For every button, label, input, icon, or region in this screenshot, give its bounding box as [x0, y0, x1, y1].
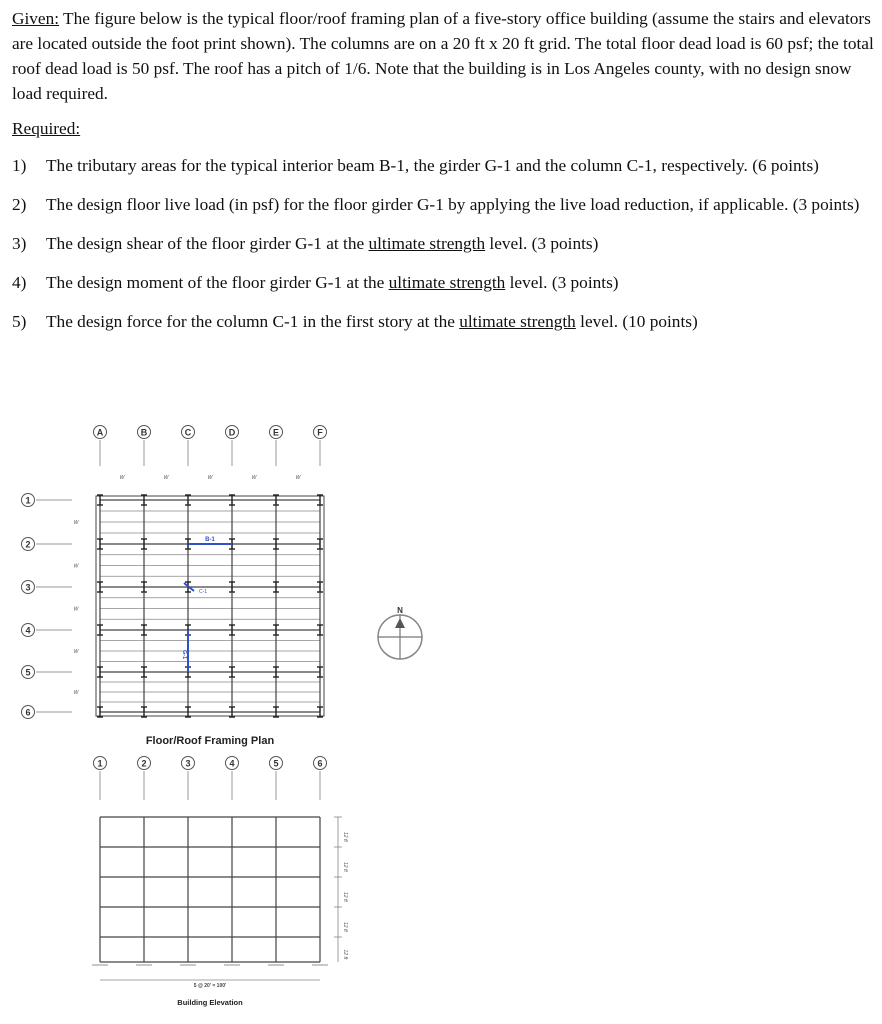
story-height-label: 12 ft	[342, 832, 348, 842]
wf-tag: W	[251, 475, 257, 481]
story-height-label: 12 ft	[342, 892, 348, 902]
question-number: 3)	[12, 234, 27, 253]
col-grid-label: C	[184, 427, 192, 438]
north-arrow-head	[395, 618, 405, 628]
question-number: 1)	[12, 156, 27, 175]
story-height-label: 12 ft	[342, 949, 348, 960]
question-number: 2)	[12, 195, 27, 214]
given-label: Given:	[12, 9, 60, 28]
framing-figure	[0, 414, 882, 1024]
elev-grid-label: 6	[317, 758, 323, 769]
elev-grid-label: 2	[141, 758, 147, 769]
question-text-end: level. (10 points)	[575, 312, 698, 331]
story-height-label: 12 ft	[342, 922, 348, 932]
question-underlined: ultimate strength	[459, 312, 576, 331]
row-grid-label: 3	[25, 582, 31, 593]
elev-base-dim-label: 5 @ 20' = 100'	[193, 983, 227, 989]
question-text: The design force for the column C-1 in the first story at the	[46, 312, 460, 331]
row-grid-label: 4	[25, 625, 31, 636]
question-number: 4)	[12, 273, 27, 292]
col-grid-label: F	[317, 427, 323, 438]
framing-drawing	[0, 414, 882, 1024]
col-grid-label: D	[228, 427, 236, 438]
wf-tag: W	[163, 475, 169, 481]
wf-tag: W	[73, 563, 79, 570]
row-grid-label: 1	[25, 495, 31, 506]
elevation-title: Building Elevation	[177, 998, 243, 1007]
col-grid-label: A	[96, 427, 104, 438]
given-section	[12, 6, 876, 106]
question-item	[12, 153, 876, 178]
question-list	[12, 153, 876, 334]
elev-grid-label: 4	[229, 758, 235, 769]
question-item	[12, 231, 876, 256]
question-item	[12, 309, 876, 334]
question-number: 5)	[12, 312, 27, 331]
wf-tag: W	[73, 649, 79, 655]
question-text: The design moment of the floor girder G-1 at the	[46, 273, 389, 292]
wf-tag: W	[73, 606, 79, 613]
elev-grid-label: 5	[273, 758, 279, 769]
question-underlined: ultimate strength	[368, 234, 486, 253]
question-underlined: ultimate strength	[388, 273, 506, 292]
north-label: N	[397, 606, 403, 615]
wf-tag: W	[295, 475, 301, 481]
elev-grid-label: 3	[185, 758, 191, 769]
required-section	[12, 116, 876, 141]
row-grid-label: 2	[25, 539, 31, 550]
plan-outline	[96, 496, 324, 716]
wf-tag: W	[73, 520, 79, 526]
col-grid-label: B	[140, 427, 148, 438]
wf-tag: W	[207, 475, 213, 481]
question-text-end: level. (3 points)	[485, 234, 599, 253]
story-height-label: 12 ft	[342, 862, 348, 872]
col-grid-label: E	[272, 427, 280, 438]
question-text: The design floor live load (in psf) for the floor girder G-1 by applying the live load reduction, if applicable. (3 points)	[46, 195, 860, 214]
question-text: The tributary areas for the typical interior beam B-1, the girder G-1 and the column C-1, respectively. (6 points)	[46, 156, 819, 175]
question-text: The design shear of the floor girder G-1 at the	[46, 234, 369, 253]
required-label: Required:	[12, 119, 81, 138]
wf-tag: W	[119, 475, 125, 481]
question-item	[12, 270, 876, 295]
question-text-end: level. (3 points)	[505, 273, 619, 292]
girder-g1-label: G-1	[181, 650, 187, 660]
given-text: The figure below is the typical floor/roof framing plan of a five-story office building (assume the stairs and elevators are located outside the foot print shown). The columns are on a 20 ft x 20 ft grid. The total floor dead load is 60 psf; the total roof dead load is 50 psf. The roof has a pitch of 1/6. Note that the building is in Los Angeles county, with no design snow load required.	[12, 9, 874, 103]
column-c1-label: C-1	[199, 589, 208, 595]
beam-b1-label: B-1	[205, 537, 215, 543]
question-item	[12, 192, 876, 217]
row-grid-label: 6	[25, 707, 31, 718]
elev-grid-label: 1	[97, 758, 103, 769]
row-grid-label: 5	[25, 667, 31, 678]
wf-tag: W	[73, 690, 79, 696]
plan-title: Floor/Roof Framing Plan	[145, 735, 275, 747]
